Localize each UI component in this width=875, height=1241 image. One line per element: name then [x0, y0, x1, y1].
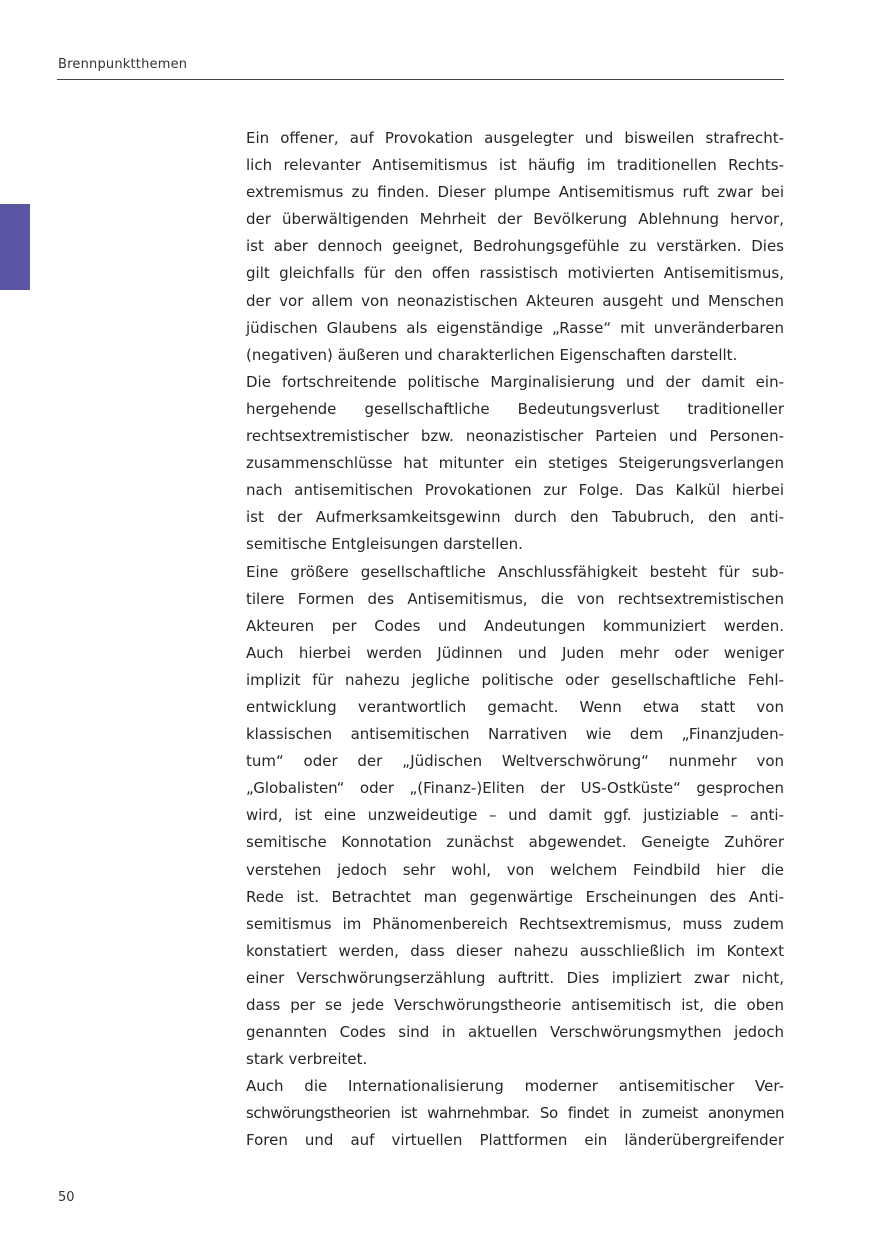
text-line: schwörungstheorien ist wahrnehmbar. So findet in zumeist anonymen: [246, 1104, 784, 1123]
text-line: stark verbreitet.: [246, 1050, 368, 1069]
text-line: Foren und auf virtuellen Plattformen ein länderübergreifender: [246, 1131, 784, 1150]
text-line: semitische Konnotation zunächst abgewendet. Geneigte Zuhörer: [246, 833, 784, 852]
text-line: gilt gleichfalls für den offen rassistisch motivierten Antisemitismus,: [246, 264, 784, 283]
text-line: wird, ist eine unzweideutige – und damit ggf. justiziable – anti-: [246, 806, 784, 825]
text-line: implizit für nahezu jegliche politische oder gesellschaftliche Fehl-: [246, 670, 784, 689]
body-text: [246, 125, 784, 1155]
text-line: zusammenschlüsse hat mitunter ein stetiges Steigerungsverlangen: [246, 454, 784, 473]
text-line: klassischen antisemitischen Narrativen wie dem „Finanzjuden-: [246, 725, 784, 744]
text-line: verstehen jedoch sehr wohl, von welchem Feindbild hier die: [246, 860, 784, 879]
running-header: Brennpunktthemen: [58, 57, 188, 72]
text-line: Akteuren per Codes und Andeutungen kommuniziert werden.: [246, 616, 784, 635]
text-line: lich relevanter Antisemitismus ist häufig im traditionellen Rechts-: [246, 156, 784, 175]
text-line: Rede ist. Betrachtet man gegenwärtige Erscheinungen des Anti-: [246, 887, 784, 906]
text-line: nach antisemitischen Provokationen zur Folge. Das Kalkül hierbei: [246, 481, 784, 500]
text-line: ist der Aufmerksamkeitsgewinn durch den Tabubruch, den anti-: [246, 508, 784, 527]
text-line: „Globalisten“ oder „(Finanz-)Eliten der US-Ostküste“ gesprochen: [246, 779, 784, 798]
text-line: hergehende gesellschaftliche Bedeutungsverlust traditioneller: [246, 399, 784, 418]
text-line: entwicklung verantwortlich gemacht. Wenn etwa statt von: [246, 697, 784, 716]
page-number: 50: [58, 1190, 75, 1205]
text-line: Auch die Internationalisierung moderner antisemitischer Ver-: [246, 1077, 784, 1096]
text-line: genannten Codes sind in aktuellen Verschwörungsmythen jedoch: [246, 1023, 784, 1042]
text-line: Ein offener, auf Provokation ausgelegter und bisweilen strafrecht-: [246, 129, 784, 147]
text-line: ist aber dennoch geeignet, Bedrohungsgefühle zu verstärken. Dies: [246, 237, 784, 256]
text-line: einer Verschwörungserzählung auftritt. Dies impliziert zwar nicht,: [246, 968, 784, 987]
text-line: der vor allem von neonazistischen Akteuren ausgeht und Menschen: [246, 291, 784, 310]
text-line: Eine größere gesellschaftliche Anschlussfähigkeit besteht für sub-: [246, 562, 784, 581]
text-line: (negativen) äußeren und charakterlichen Eigenschaften darstellt.: [246, 345, 738, 364]
text-line: tilere Formen des Antisemitismus, die von rechtsextremistischen: [246, 589, 784, 608]
text-line: extremismus zu finden. Dieser plumpe Antisemitismus ruft zwar bei: [246, 183, 784, 202]
text-line: semitische Entgleisungen darstellen.: [246, 535, 523, 554]
text-line: dass per se jede Verschwörungstheorie antisemitisch ist, die oben: [246, 996, 784, 1014]
text-line: semitismus im Phänomenbereich Rechtsextremismus, muss zudem: [246, 914, 784, 933]
text-line: rechtsextremistischer bzw. neonazistischer Parteien und Personen-: [246, 427, 784, 446]
text-line: Auch hierbei werden Jüdinnen und Juden mehr oder weniger: [246, 643, 784, 662]
text-line: konstatiert werden, dass dieser nahezu ausschließlich im Kontext: [246, 941, 784, 960]
text-line: tum“ oder der „Jüdischen Weltverschwörung“ nunmehr von: [246, 752, 784, 771]
text-line: Die fortschreitende politische Marginalisierung und der damit ein-: [246, 372, 784, 391]
chapter-marker-tab: [0, 204, 30, 290]
text-line: der überwältigenden Mehrheit der Bevölkerung Ablehnung hervor,: [246, 210, 784, 229]
text-line: jüdischen Glaubens als eigenständige „Rasse“ mit unveränderbaren: [246, 318, 784, 337]
header-rule: [57, 79, 784, 80]
